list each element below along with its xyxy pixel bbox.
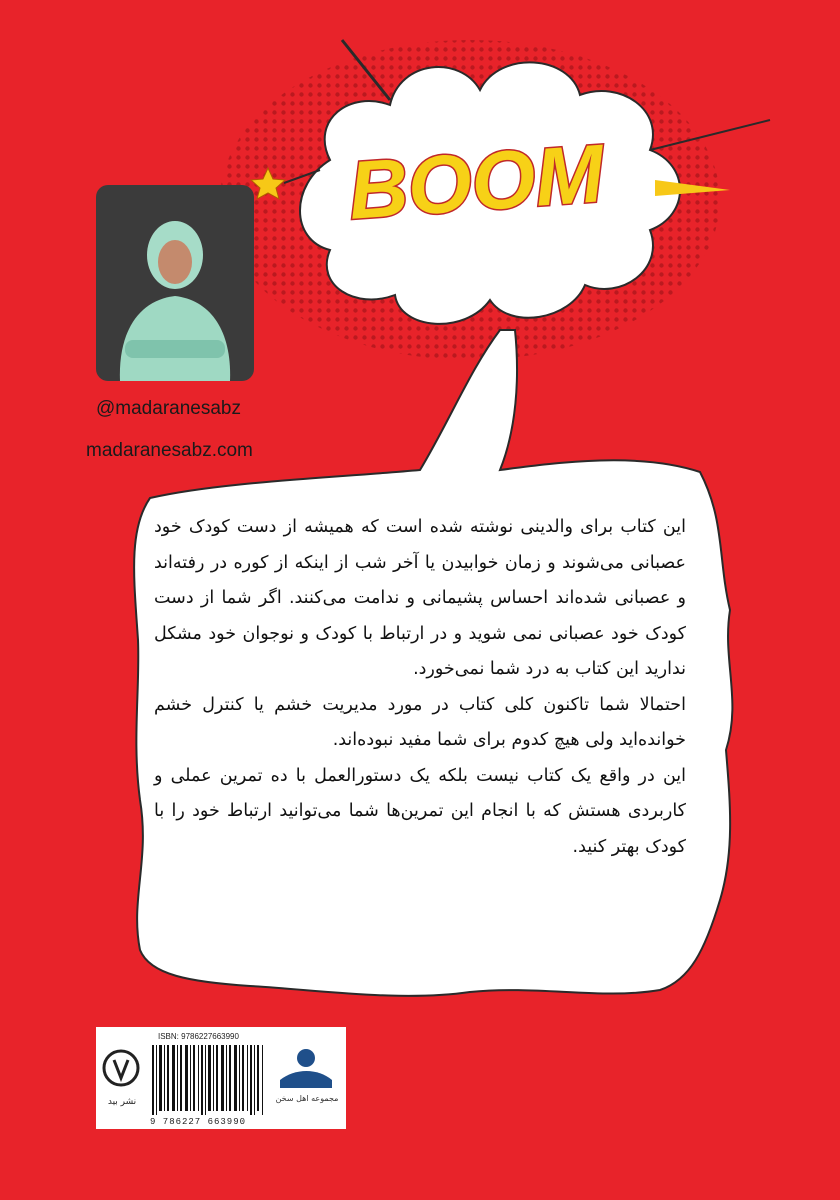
description-paragraph: این در واقع یک کتاب نیست بلکه یک دستورالعمل با ده تمرین عملی و کاربردی هستش که با انجام این تمرین‌ها شما می‌توانید ارتباط خود را با کودک بهتر کنید.: [154, 765, 686, 857]
instagram-handle: @madaranesabz: [96, 398, 241, 419]
author-photo: [96, 185, 254, 381]
isbn-label: ISBN: 9786227663990: [158, 1032, 239, 1041]
back-cover-description: [154, 510, 686, 865]
isbn-digits: 9 786227 663990: [150, 1117, 247, 1127]
publisher-name: نشر بید: [107, 1097, 137, 1107]
description-paragraph: این کتاب برای والدینی نوشته شده است که همیشه از دست کودک خود عصبانی می‌شوند و زمان خوابیدن یا آخر شب از اینکه از کوره در رفته‌اند و عصبانی شده‌اند احساس پشیمانی و ندامت می‌کنند. اگر شما از دست کودک خود عصبانی نمی شوید و در ارتباط با کودک و نوجوان خود مشکل ندارید این کتاب به درد شما نمی‌خورد.: [154, 517, 686, 679]
collection-name: مجموعه اهل سخن: [275, 1094, 339, 1103]
website-url: madaranesabz.com: [86, 440, 253, 461]
boom-title: BOOM: [345, 128, 607, 237]
description-paragraph: احتمالا شما تاکنون کلی کتاب در مورد مدیریت خشم یا کنترل خشم خوانده‌اید ولی هیچ کدوم برای شما مفید نبوده‌اند.: [154, 694, 686, 750]
